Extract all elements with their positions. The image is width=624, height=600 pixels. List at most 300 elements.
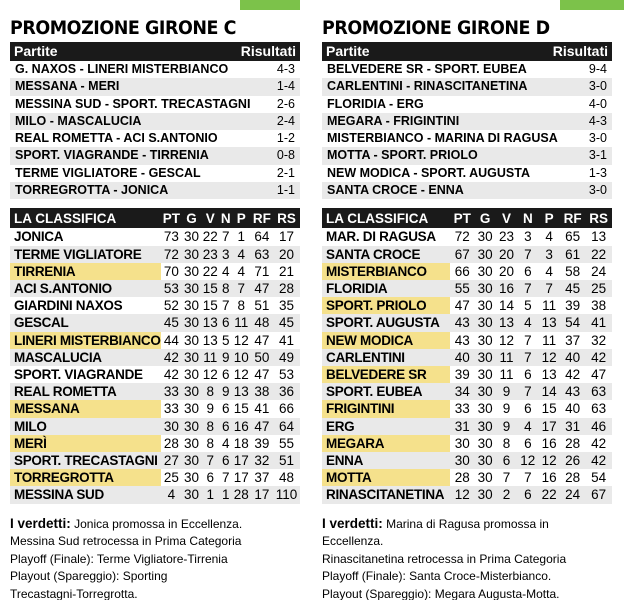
standings-row: [322, 486, 612, 503]
stat-pt: 42: [163, 367, 179, 382]
top-accent-bar-right: [560, 0, 624, 10]
stat-g: 30: [477, 263, 493, 279]
stat-g: 30: [477, 229, 493, 245]
stat-pt: 30: [454, 435, 470, 451]
match-teams: G. NAXOS - LINERI MISTERBIANCO: [15, 62, 229, 76]
stat-rs: 42: [585, 349, 612, 366]
stat-rs: 63: [585, 383, 612, 400]
stat-v: 13: [202, 332, 218, 348]
stat-g: 30: [477, 435, 493, 451]
team-name: ERG: [322, 418, 450, 435]
stat-p: 12: [538, 452, 559, 469]
stat-pt: 25: [163, 470, 179, 486]
stat-rf: 17: [251, 486, 273, 503]
team-name: LINERI MISTERBIANCO: [10, 332, 161, 349]
team-name: MAR. DI RAGUSA: [326, 229, 436, 245]
match-score: 1-3: [588, 165, 607, 180]
team-name: SPORT. VIAGRANDE: [14, 367, 143, 382]
stat-rf: 65: [565, 229, 581, 245]
stat-rf: 37: [254, 470, 270, 486]
standings-row: [10, 263, 300, 280]
stat-rf: 51: [254, 298, 270, 314]
verdetti-line: Rinascitanetina retrocessa in Prima Categoria: [322, 551, 567, 566]
stat-p: 16: [541, 470, 557, 486]
stat-p: 13: [541, 367, 557, 382]
stat-rs: 35: [279, 298, 295, 314]
match-teams: FLORIDIA - ERG: [327, 96, 424, 111]
stat-g: 30: [183, 298, 200, 314]
stat-pt: 34: [450, 383, 475, 400]
standings-row: [10, 418, 300, 435]
stat-n: 4: [517, 314, 538, 331]
match-score: 3-0: [588, 79, 607, 94]
stat-p: 4: [545, 229, 553, 245]
stat-v: 8: [201, 383, 220, 400]
team-name: ACI S.ANTONIO: [10, 280, 161, 297]
standings-row: [322, 246, 612, 263]
stat-rf: 43: [560, 383, 586, 400]
stat-pt: 55: [450, 280, 475, 297]
stat-rs: 46: [585, 418, 612, 435]
stat-rs: 13: [591, 229, 607, 245]
stat-pt: 28: [163, 435, 179, 451]
stat-v: 7: [201, 452, 220, 469]
stat-g: 30: [477, 367, 493, 382]
standings-col-header: RS: [585, 208, 612, 228]
stat-n: 8: [220, 280, 232, 297]
stat-n: 7: [221, 229, 230, 245]
stat-g: 30: [183, 367, 200, 382]
stat-rs: 24: [591, 263, 607, 279]
stat-pt: 4: [161, 486, 183, 503]
team-name: CARLENTINI: [322, 349, 450, 366]
verdetti-line: Playoff (Finale): Santa Croce-Misterbianco.: [322, 569, 552, 584]
standings-col-header: V: [496, 208, 517, 228]
stat-n: 7: [517, 280, 538, 297]
match-teams: BELVEDERE SR - SPORT. EUBEA: [327, 62, 527, 76]
stat-rs: 53: [279, 367, 295, 382]
match-teams: CARLENTINI - RINASCITANETINA: [327, 79, 528, 94]
match-row: [10, 113, 300, 130]
stat-pt: 33: [161, 383, 183, 400]
match-row: [322, 182, 612, 199]
standings-row: [10, 228, 300, 245]
stat-n: 6: [220, 314, 232, 331]
stat-rs: 20: [273, 246, 300, 263]
stat-n: 1: [220, 486, 232, 503]
stat-v: 8: [206, 435, 215, 451]
stat-pt: 44: [163, 332, 179, 348]
stat-g: 30: [475, 349, 496, 366]
stat-g: 30: [475, 280, 496, 297]
stat-n: 6: [220, 452, 232, 469]
stat-v: 9: [496, 418, 517, 435]
stat-rf: 54: [560, 314, 586, 331]
stat-v: 23: [498, 229, 514, 245]
match-row: [10, 130, 300, 147]
matches-list: [10, 61, 300, 199]
team-name: TIRRENIA: [10, 263, 161, 280]
stat-rs: 48: [279, 470, 295, 486]
stat-n: 4: [517, 418, 538, 435]
match-score: 3-0: [588, 183, 607, 198]
stat-p: 13: [538, 314, 559, 331]
team-name: TORREGROTTA: [10, 469, 161, 486]
verdetti-line: Jonica promossa in Eccellenza.: [70, 516, 243, 531]
standings-title: LA CLASSIFICA: [322, 208, 450, 228]
stat-g: 30: [183, 470, 200, 486]
stat-g: 30: [477, 470, 493, 486]
standings-col-header: P: [232, 208, 251, 228]
team-name: SPORT. AUGUSTA: [322, 314, 450, 331]
stat-g: 30: [475, 383, 496, 400]
verdetti-block: [10, 515, 300, 600]
standings-row: [322, 314, 612, 331]
stat-n: 6: [524, 401, 532, 417]
match-row: [322, 113, 612, 130]
stat-v: 15: [202, 298, 218, 314]
match-teams: SANTA CROCE - ENNA: [327, 183, 464, 198]
stat-pt: 30: [450, 452, 475, 469]
stat-v: 22: [202, 229, 218, 245]
standings-row: [10, 435, 300, 452]
stat-n: 7: [221, 298, 230, 314]
stat-rs: 49: [273, 349, 300, 366]
team-name: RINASCITANETINA: [322, 486, 450, 503]
stat-v: 9: [206, 401, 215, 417]
stat-n: 6: [220, 418, 232, 435]
stat-p: 11: [232, 314, 251, 331]
match-teams: MEGARA - FRIGINTINI: [327, 113, 460, 128]
standings-header-row: [10, 208, 300, 228]
standings-row: [322, 332, 612, 349]
stat-p: 4: [545, 263, 553, 279]
stat-rf: 31: [560, 418, 586, 435]
stat-rs: 51: [273, 452, 300, 469]
matches-header-right: Risultati: [552, 43, 608, 59]
match-row: [322, 130, 612, 147]
match-score: 2-6: [276, 96, 295, 111]
stat-rf: 47: [254, 367, 270, 382]
stat-rs: 42: [585, 452, 612, 469]
standings-col-header: P: [538, 208, 559, 228]
match-row: [10, 96, 300, 113]
standings-row: [322, 435, 612, 452]
standings-row: [10, 383, 300, 400]
stat-g: 30: [183, 418, 200, 434]
match-teams: SPORT. VIAGRANDE - TIRRENIA: [15, 148, 209, 163]
stat-p: 3: [538, 246, 559, 263]
stat-v: 9: [502, 401, 511, 417]
standings-row: [322, 263, 612, 280]
stat-pt: 42: [161, 349, 183, 366]
match-score: 1-4: [276, 79, 295, 94]
stat-v: 8: [502, 435, 511, 451]
stat-p: 16: [541, 435, 557, 451]
standings-col-header: RF: [251, 208, 273, 228]
stat-rs: 67: [585, 486, 612, 503]
verdetti-line: Playout (Spareggio): Sporting: [10, 569, 168, 584]
stat-p: 7: [232, 280, 251, 297]
verdetti-line: Playoff (Finale): Terme Vigliatore-Tirrenia: [10, 551, 228, 566]
stat-g: 30: [475, 418, 496, 435]
standings-row: [322, 383, 612, 400]
match-score: 2-4: [276, 113, 295, 128]
stat-n: 5: [221, 332, 230, 348]
stat-g: 30: [183, 349, 200, 365]
top-accent-bar-left: [240, 0, 300, 10]
stat-rf: 64: [254, 229, 270, 245]
stat-rs: 110: [273, 486, 300, 503]
stat-g: 30: [183, 384, 200, 400]
stat-pt: 45: [161, 314, 183, 331]
stat-n: 6: [524, 263, 532, 279]
team-name: MISTERBIANCO: [322, 263, 450, 280]
stat-pt: 53: [161, 280, 183, 297]
match-score: 3-1: [588, 148, 607, 163]
stat-g: 30: [475, 246, 496, 263]
stat-rs: 22: [585, 246, 612, 263]
verdetti-lead: I verdetti:: [10, 515, 71, 531]
stat-g: 30: [183, 332, 200, 348]
verdetti-lead: I verdetti:: [322, 515, 383, 531]
stat-rs: 64: [273, 418, 300, 435]
team-name: MILO: [10, 418, 161, 435]
stat-g: 30: [475, 452, 496, 469]
stat-g: 30: [183, 246, 200, 262]
match-row: [322, 78, 612, 95]
stat-p: 13: [233, 384, 249, 400]
match-teams: MILO - MASCALUCIA: [15, 113, 142, 128]
stat-v: 9: [496, 383, 517, 400]
match-score: 9-4: [588, 62, 607, 76]
matches-header-left: Partite: [14, 43, 58, 59]
team-name: BELVEDERE SR: [322, 366, 450, 383]
match-teams: MESSINA SUD - SPORT. TRECASTAGNI: [15, 96, 251, 111]
girone-d-column: [322, 14, 612, 600]
stat-pt: 72: [454, 229, 470, 245]
stat-pt: 43: [454, 332, 470, 348]
standings-row: [10, 452, 300, 469]
stat-g: 30: [183, 315, 200, 331]
match-teams: TORREGROTTA - JONICA: [15, 183, 169, 198]
match-row: [10, 165, 300, 182]
stat-rs: 45: [273, 314, 300, 331]
stat-rs: 25: [585, 280, 612, 297]
match-score: 1-2: [276, 131, 295, 146]
stat-rf: 39: [565, 298, 581, 314]
stat-v: 2: [496, 486, 517, 503]
stat-g: 30: [183, 453, 200, 469]
stat-g: 30: [475, 314, 496, 331]
standings-row: [10, 297, 300, 314]
stat-n: 4: [221, 435, 230, 451]
stat-v: 23: [202, 246, 218, 262]
stat-rs: 21: [279, 263, 295, 279]
standings-row: [322, 280, 612, 297]
verdetti-line: Marina di Ragusa promossa in: [382, 516, 549, 531]
stat-v: 11: [201, 349, 220, 366]
standings-col-header: PT: [161, 208, 183, 228]
stat-g: 30: [477, 332, 493, 348]
stat-pt: 31: [450, 418, 475, 435]
standings-row: [322, 349, 612, 366]
stat-p: 11: [542, 298, 557, 314]
stat-n: 9: [220, 349, 232, 366]
stat-n: 6: [524, 435, 532, 451]
stat-p: 7: [538, 280, 559, 297]
stat-p: 14: [538, 383, 559, 400]
stat-v: 15: [202, 280, 218, 296]
stat-pt: 30: [161, 418, 183, 435]
team-name: MERÌ: [10, 435, 161, 452]
team-name: FRIGINTINI: [322, 400, 450, 417]
stat-p: 17: [233, 470, 249, 486]
stat-rf: 63: [251, 246, 273, 263]
team-name: GESCAL: [10, 314, 161, 331]
stat-pt: 47: [454, 298, 470, 314]
girone-c-column: [10, 14, 300, 600]
stat-pt: 67: [450, 246, 475, 263]
stat-rf: 47: [254, 332, 270, 348]
standings-row: [10, 246, 300, 263]
stat-v: 22: [202, 263, 218, 279]
stat-n: 7: [517, 349, 538, 366]
stat-pt: 39: [454, 367, 470, 382]
match-teams: NEW MODICA - SPORT. AUGUSTA: [327, 165, 531, 180]
stat-p: 22: [538, 486, 559, 503]
standings-row: [322, 297, 612, 314]
stat-rf: 40: [560, 349, 586, 366]
match-score: 0-8: [276, 148, 295, 163]
stat-v: 6: [206, 470, 215, 486]
stat-v: 1: [201, 486, 220, 503]
stat-pt: 70: [163, 263, 179, 279]
stat-g: 30: [477, 298, 493, 314]
team-name: SANTA CROCE: [322, 246, 450, 263]
stat-v: 16: [496, 280, 517, 297]
match-score: 4-3: [588, 113, 607, 128]
stat-rs: 28: [273, 280, 300, 297]
stat-p: 4: [237, 263, 245, 279]
stat-rf: 61: [560, 246, 586, 263]
stat-p: 28: [233, 487, 249, 503]
stat-rf: 32: [251, 452, 273, 469]
section-title: PROMOZIONE GIRONE C: [10, 17, 237, 39]
team-name: JONICA: [14, 229, 64, 245]
team-name: FLORIDIA: [322, 280, 450, 297]
stat-g: 30: [183, 263, 200, 279]
standings-row: [10, 469, 300, 486]
team-name: MESSANA: [10, 400, 161, 417]
verdetti-line: Eccellenza.: [322, 534, 384, 549]
stat-v: 13: [202, 315, 218, 331]
match-teams: MESSANA - MERI: [15, 79, 120, 94]
team-name: SPORT. EUBEA: [322, 383, 450, 400]
stat-rf: 40: [565, 401, 581, 417]
stat-rf: 47: [251, 418, 273, 435]
stat-pt: 28: [454, 470, 470, 486]
stat-g: 30: [477, 401, 493, 417]
stat-rf: 38: [251, 383, 273, 400]
standings-row: [10, 349, 300, 366]
team-name: TERME VIGLIATORE: [10, 246, 161, 263]
stat-pt: 27: [161, 452, 183, 469]
stat-n: 5: [524, 298, 532, 314]
stat-v: 7: [502, 470, 511, 486]
team-name: MASCALUCIA: [10, 349, 161, 366]
verdetti-line: Trecastagni-Torregrotta.: [10, 586, 138, 600]
team-name: REAL ROMETTA: [10, 383, 161, 400]
standings-table: [322, 208, 612, 503]
stat-n: 6: [221, 367, 230, 382]
matches-header: [10, 42, 300, 61]
stat-rf: 45: [560, 280, 586, 297]
stat-rs: 36: [273, 383, 300, 400]
standings-col-header: N: [220, 208, 232, 228]
stat-pt: 12: [450, 486, 475, 503]
stat-p: 11: [542, 332, 557, 348]
standings-header-row: [322, 208, 612, 228]
stat-rs: 38: [591, 298, 607, 314]
stat-p: 15: [541, 401, 557, 417]
standings-row: [10, 486, 300, 503]
stat-p: 4: [232, 246, 251, 263]
stat-rf: 42: [565, 367, 581, 382]
standings-col-header: G: [475, 208, 496, 228]
team-name: GIARDINI NAXOS: [14, 298, 123, 314]
stat-n: 9: [220, 383, 232, 400]
stat-g: 30: [183, 401, 200, 417]
stat-rf: 28: [565, 435, 581, 451]
stat-p: 10: [233, 349, 249, 365]
stat-v: 20: [498, 263, 514, 279]
match-row: [322, 165, 612, 182]
stat-g: 30: [183, 435, 200, 451]
standings-col-header: N: [517, 208, 538, 228]
section-title: PROMOZIONE GIRONE D: [322, 17, 550, 39]
match-row: [10, 147, 300, 164]
match-row: [322, 147, 612, 164]
stat-pt: 66: [454, 263, 470, 279]
standings-col-header: V: [201, 208, 220, 228]
stat-v: 20: [496, 246, 517, 263]
stat-g: 30: [183, 229, 200, 245]
stat-n: 3: [524, 229, 532, 245]
match-row: [322, 61, 612, 78]
stat-p: 15: [233, 401, 249, 417]
team-name: MEGARA: [322, 435, 450, 452]
stat-v: 13: [496, 314, 517, 331]
team-name: MOTTA: [322, 469, 450, 486]
standings-row: [322, 418, 612, 435]
stat-p: 17: [233, 453, 249, 469]
stat-n: 7: [517, 383, 538, 400]
match-score: 4-3: [276, 62, 295, 76]
stat-v: 6: [496, 452, 517, 469]
stat-rf: 47: [251, 280, 273, 297]
stat-rf: 71: [254, 263, 270, 279]
stat-v: 11: [499, 367, 514, 382]
stat-pt: 43: [450, 314, 475, 331]
stat-n: 4: [221, 263, 230, 279]
standings-row: [10, 332, 300, 349]
stat-p: 18: [233, 435, 249, 451]
stat-n: 7: [221, 470, 230, 486]
stat-rf: 37: [565, 332, 581, 348]
stat-n: 7: [524, 470, 532, 486]
match-teams: MOTTA - SPORT. PRIOLO: [327, 148, 478, 163]
